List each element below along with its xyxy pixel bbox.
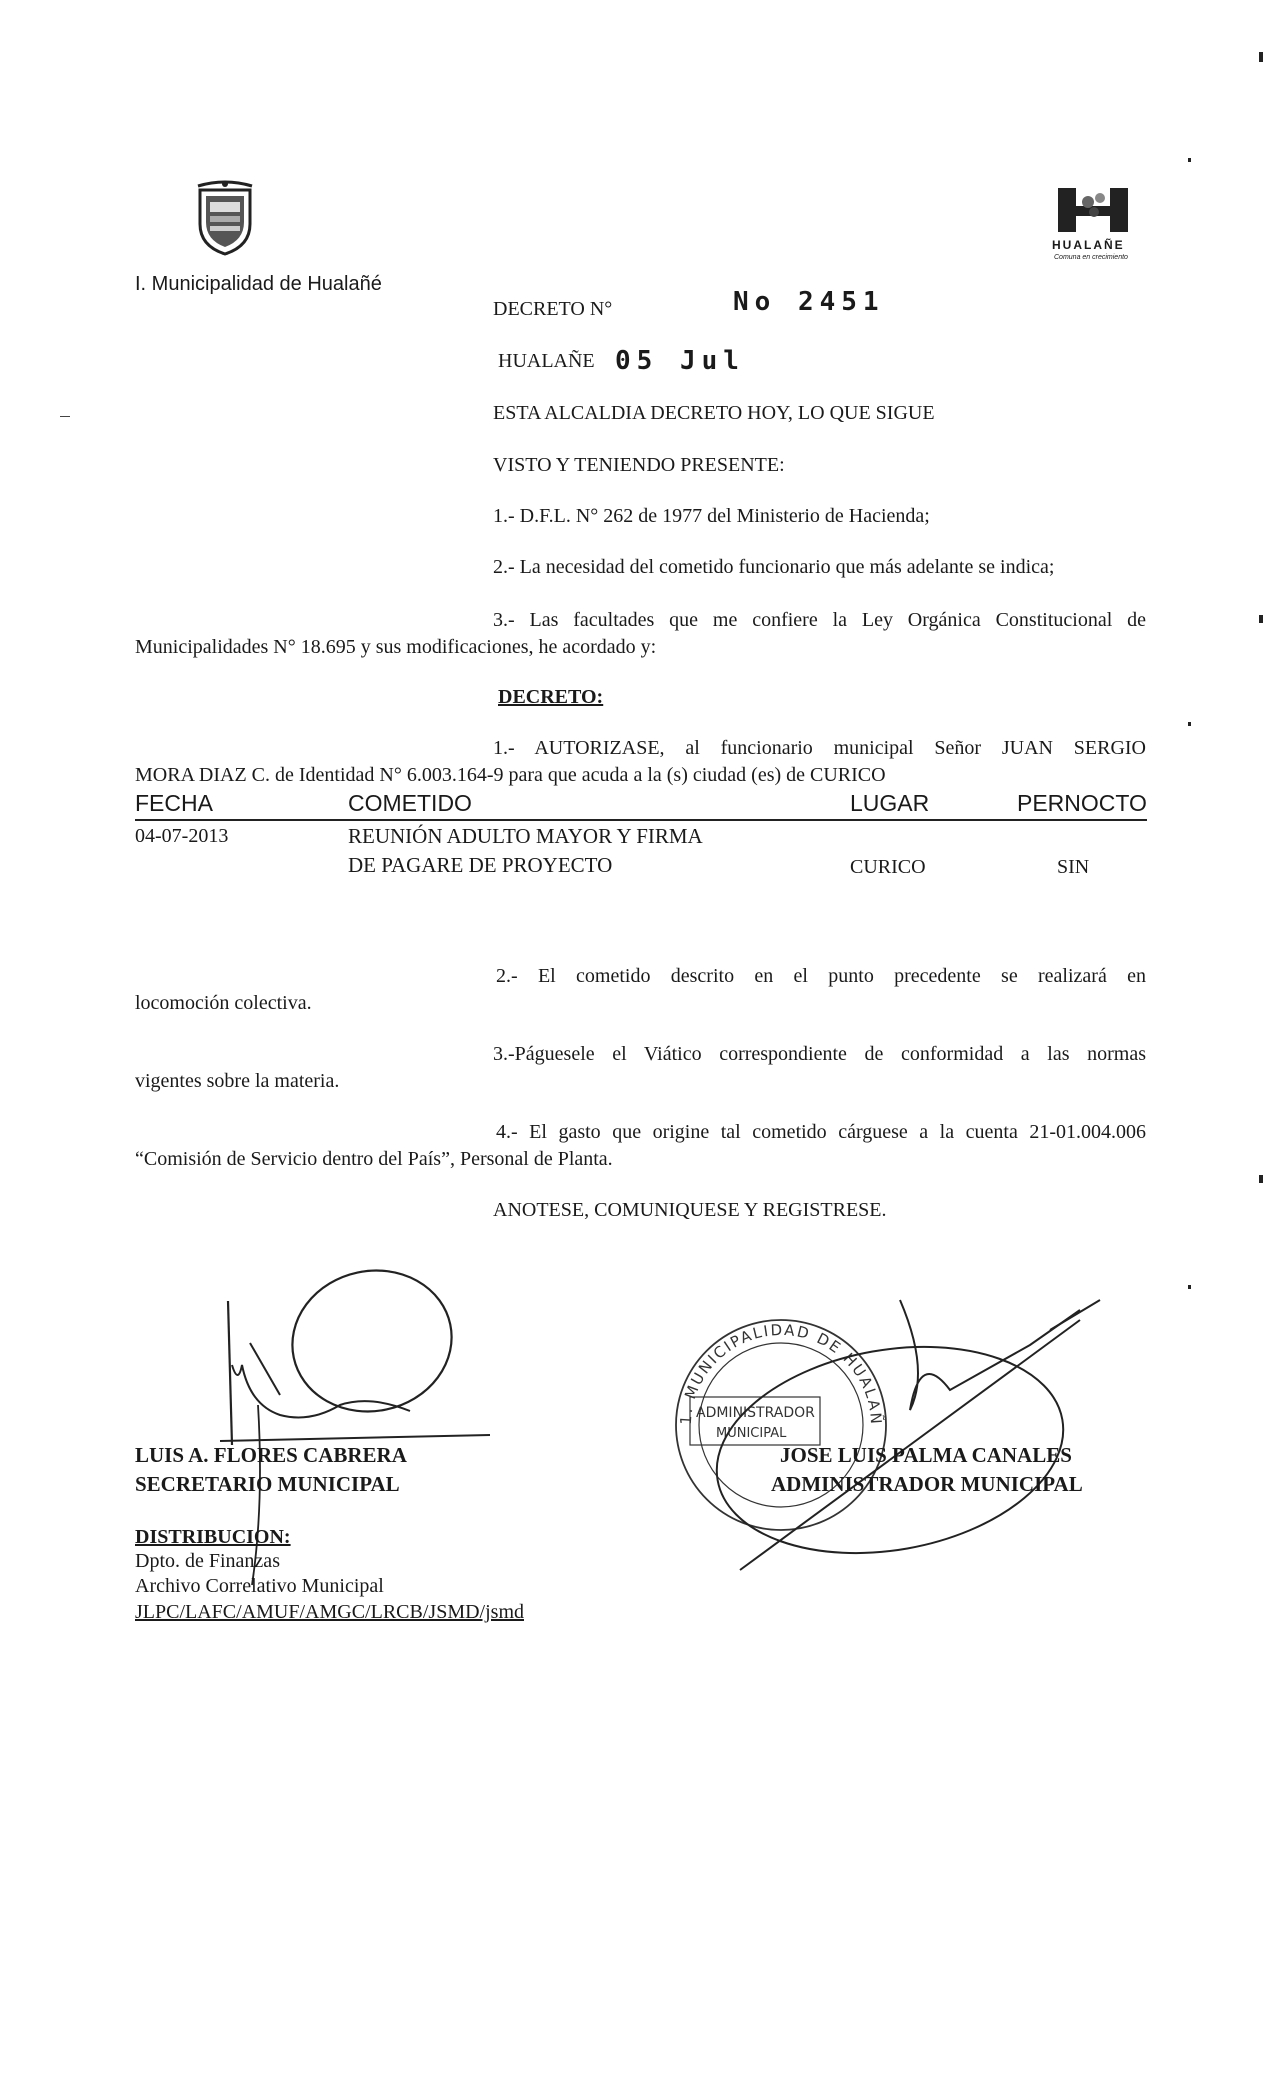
right-signer-title: ADMINISTRADOR MUNICIPAL [771,1472,1083,1496]
place-label: HUALAÑE [498,350,595,372]
date-stamp: 05 Jul [615,346,745,376]
authorization-line-2: MORA DIAZ C. de Identidad N° 6.003.164-9 para que acuda a la (s) ciudad (es) de CURICO [135,764,886,786]
left-signer-name: LUIS A. FLORES CABRERA [135,1443,407,1467]
item-3-line-2: Municipalidades N° 18.695 y sus modificaciones, he acordado y: [135,636,657,658]
scan-speck [1259,615,1263,623]
table-header-divider [135,819,1147,821]
logo-right-tagline: Comuna en crecimiento [1054,254,1128,261]
municipality-name: I. Municipalidad de Hualañé [135,273,382,295]
distribution-line-2: Archivo Correlativo Municipal [135,1575,384,1597]
table-row-lugar: CURICO [850,856,926,878]
stamp-center-line-1: ADMINISTRADOR [696,1405,815,1421]
point-4-line-1: 4.- El gasto que origine tal cometido cárguese a la cuenta 21-01.004.006 [496,1121,1146,1143]
table-header-cometido: COMETIDO [348,790,472,816]
point-3-line-1: 3.-Páguesele el Viático correspondiente de conformidad a las normas [493,1043,1146,1065]
point-2-line-2: locomoción colectiva. [135,992,312,1014]
municipal-crest-icon [194,180,256,256]
scan-speck [1188,722,1191,726]
right-signer-name: JOSE LUIS PALMA CANALES [780,1443,1072,1467]
table-header-pernocto: PERNOCTO [1017,790,1147,816]
decreto-heading: DECRETO: [498,686,604,708]
point-2-line-1: 2.- El cometido descrito en el punto precedente se realizará en [496,965,1146,987]
hualane-logo-icon [1054,186,1132,234]
decree-label: DECRETO N° [493,298,613,320]
table-header-fecha: FECHA [135,790,213,816]
scan-speck [1188,1285,1191,1289]
decree-number-handwritten: No 2451 [733,287,885,317]
scan-speck [60,416,70,417]
stamp-arc-text: 1. MUNICIPALIDAD DE HUALAÑE [650,1271,886,1427]
item-1: 1.- D.F.L. N° 262 de 1977 del Ministerio de Hacienda; [493,505,930,527]
table-header-lugar: LUGAR [850,790,930,816]
visto-text: VISTO Y TENIENDO PRESENTE: [493,454,785,476]
authorization-line-1: 1.- AUTORIZASE, al funcionario municipal Señor JUAN SERGIO [493,737,1146,759]
table-row-cometido-line-1: REUNIÓN ADULTO MAYOR Y FIRMA [348,824,703,848]
point-4-line-2: “Comisión de Servicio dentro del País”, Personal de Planta. [135,1148,613,1170]
scan-speck [1188,158,1191,162]
intro-text: ESTA ALCALDIA DECRETO HOY, LO QUE SIGUE [493,402,935,424]
table-row-pernocto: SIN [1057,856,1090,878]
table-row-fecha: 04-07-2013 [135,825,229,847]
stamp-center-line-2: MUNICIPAL [716,1426,787,1441]
table-row-cometido-line-2: DE PAGARE DE PROYECTO [348,853,613,877]
logo-right-text: HUALAÑE [1052,238,1125,252]
item-2: 2.- La necesidad del cometido funcionario que más adelante se indica; [493,556,1055,578]
closing-text: ANOTESE, COMUNIQUESE Y REGISTRESE. [493,1199,887,1221]
scan-speck [1259,52,1263,62]
scan-speck [1259,1175,1263,1183]
distribution-line-3: JLPC/LAFC/AMUF/AMGC/LRCB/JSMD/jsmd [135,1601,524,1623]
point-3-line-2: vigentes sobre la materia. [135,1070,340,1092]
distribution-line-1: Dpto. de Finanzas [135,1550,280,1572]
item-3-line-1: 3.- Las facultades que me confiere la Ley Orgánica Constitucional de [493,609,1146,631]
left-signer-title: SECRETARIO MUNICIPAL [135,1472,400,1496]
distribution-heading: DISTRIBUCION: [135,1526,291,1548]
